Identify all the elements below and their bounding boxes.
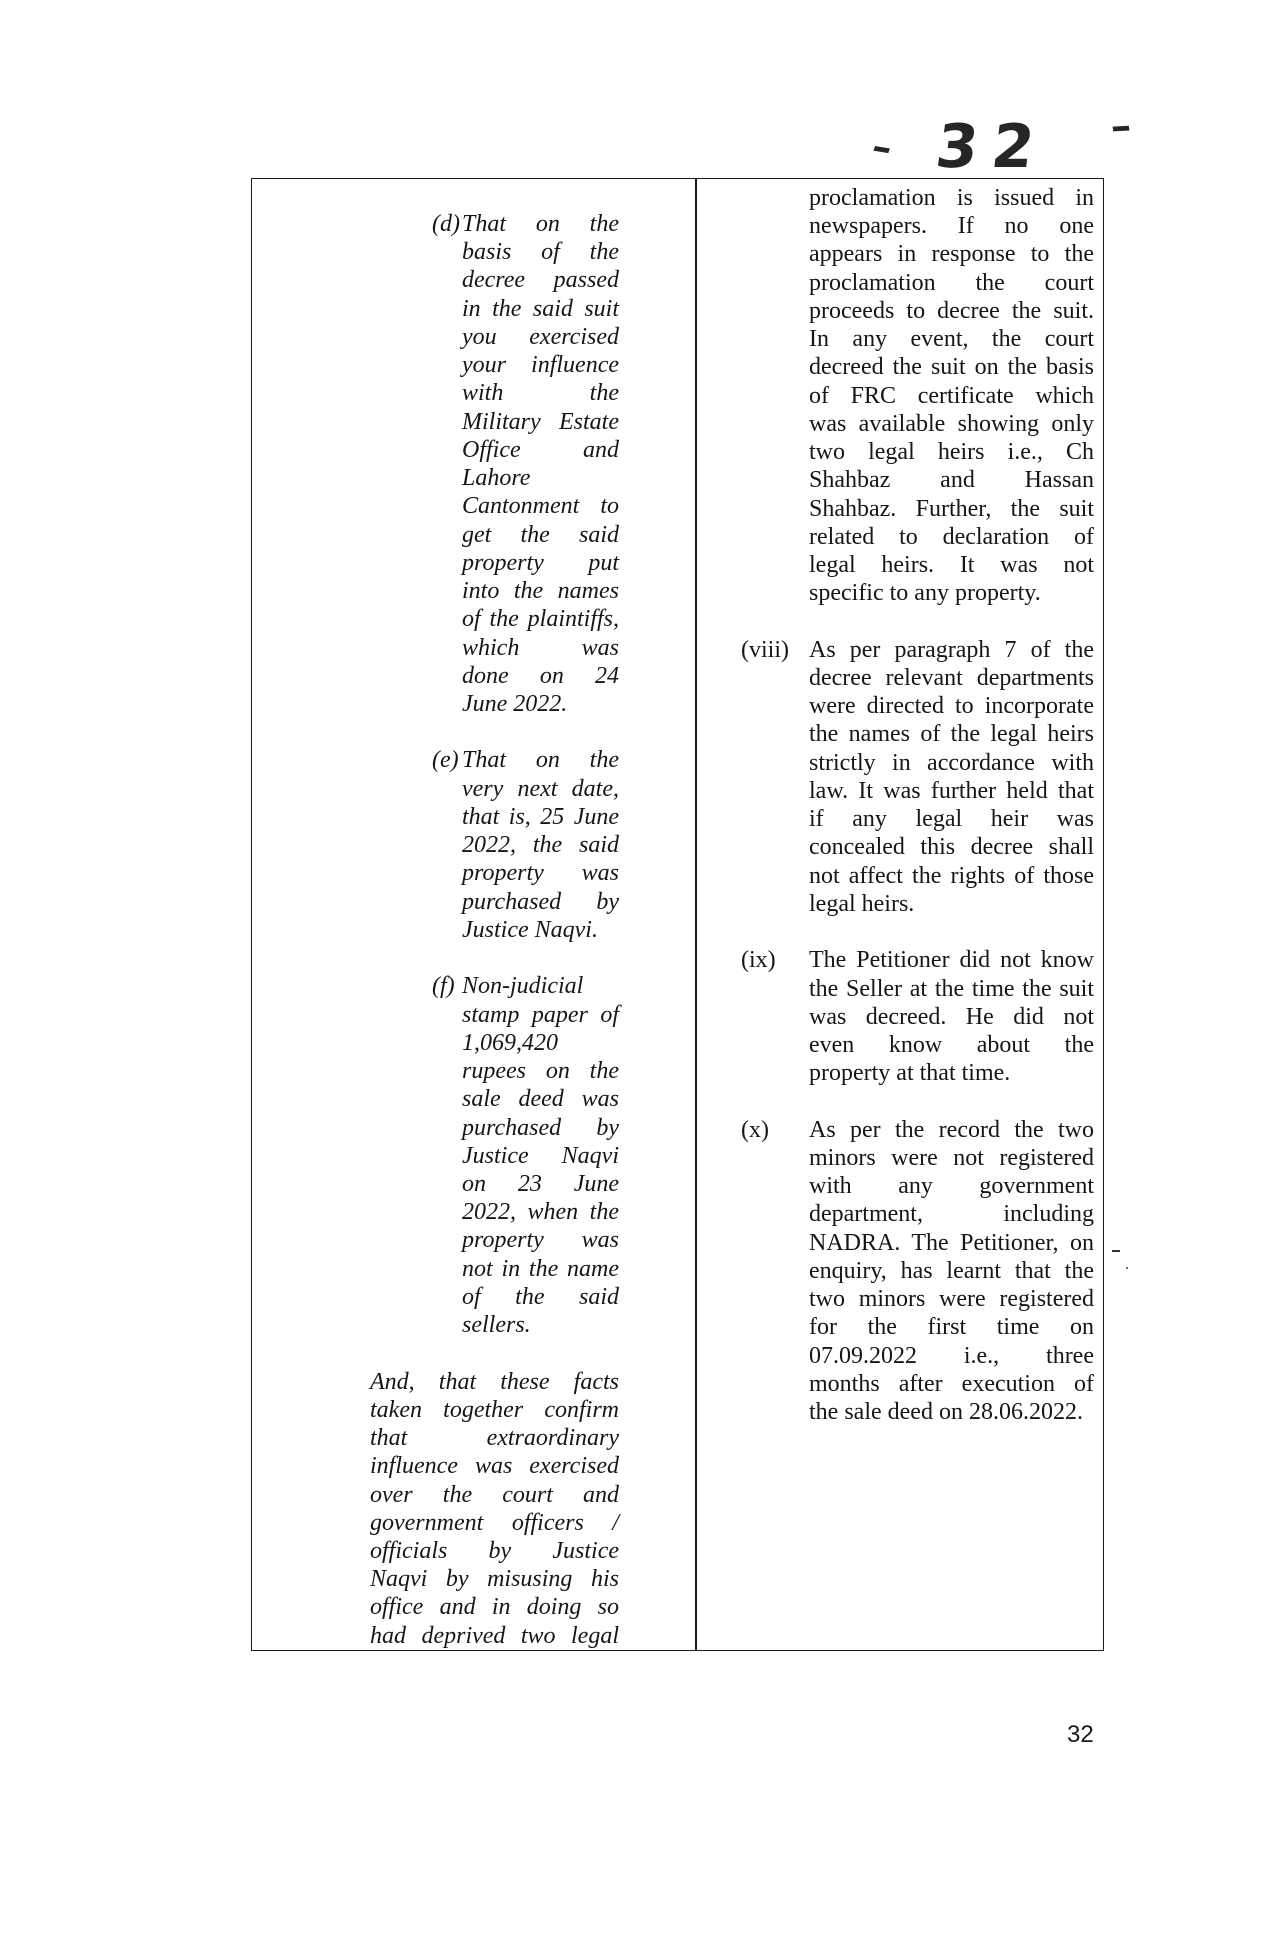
text-line: even know about the	[809, 1032, 1094, 1059]
item-label: (ix)	[741, 947, 776, 974]
pen-mark	[1112, 1250, 1120, 1252]
text-line: purchased by	[462, 888, 619, 915]
text-line: In any event, the court	[809, 326, 1094, 353]
text-line: Military Estate	[462, 408, 619, 435]
clause-text	[462, 746, 619, 944]
text-line: that is, 25 June	[462, 803, 619, 830]
text-line: government officers /	[370, 1509, 619, 1536]
text-line: Cantonment to	[462, 493, 619, 520]
text-line: property at that time.	[809, 1060, 1011, 1087]
text-line: department, including	[809, 1201, 1094, 1228]
item-ix	[741, 946, 1094, 1087]
clause-e	[370, 746, 619, 944]
text-line: get the said	[462, 521, 619, 548]
item-viii	[741, 636, 1094, 918]
text-line: months after execution of	[809, 1370, 1094, 1397]
text-line: was available showing only	[809, 410, 1094, 437]
text-line: Justice Naqvi.	[462, 916, 598, 943]
text-line: property was	[462, 860, 619, 887]
text-line: which was	[462, 634, 619, 661]
conclusion-text	[370, 1368, 619, 1650]
text-line: As per the record the two	[809, 1116, 1094, 1143]
handwritten-left-dash: -	[864, 124, 901, 170]
text-line: officials by Justice	[370, 1538, 619, 1565]
text-line: 1,069,420	[462, 1029, 558, 1056]
text-line: Office and	[462, 436, 619, 463]
text-line: purchased by	[462, 1114, 619, 1141]
text-line: done on 24	[462, 662, 619, 689]
text-line: NADRA. The Petitioner, on	[809, 1229, 1094, 1256]
left-column	[370, 210, 619, 1650]
text-line: Shahbaz and Hassan	[809, 467, 1094, 494]
text-line: June 2022.	[462, 690, 568, 717]
pen-mark	[1126, 1267, 1128, 1269]
text-line: As per paragraph 7 of the	[809, 636, 1094, 663]
text-line: The Petitioner did not know	[809, 947, 1094, 974]
item-label: (x)	[741, 1116, 769, 1143]
text-line: on 23 June	[462, 1170, 619, 1197]
text-line: That on the	[462, 747, 619, 774]
text-line: you exercised	[462, 323, 619, 350]
text-line: of the said	[462, 1283, 619, 1310]
text-line: law. It was further held that	[809, 777, 1094, 804]
conclusion-paragraph	[370, 1368, 619, 1650]
text-line: not in the name	[462, 1255, 619, 1282]
text-line: with the	[462, 380, 619, 407]
text-line: two minors were registered	[809, 1286, 1094, 1313]
text-line: office and in doing so	[370, 1594, 619, 1621]
text-line: proclamation is issued in	[809, 185, 1094, 211]
text-line: specific to any property.	[809, 580, 1041, 607]
text-line: decree relevant departments	[809, 664, 1094, 691]
text-line: the Seller at the time the suit	[809, 975, 1094, 1002]
text-line: that extraordinary	[370, 1425, 619, 1452]
text-line: enquiry, has learnt that the	[809, 1257, 1094, 1284]
continued-text	[809, 184, 1094, 608]
text-line: for the first time on	[809, 1314, 1094, 1341]
item-text	[809, 946, 1094, 1087]
text-line: taken together confirm	[370, 1396, 619, 1423]
text-line: basis of the	[462, 239, 619, 266]
text-line: of the plaintiffs,	[462, 606, 619, 633]
text-line: had deprived two legal	[370, 1622, 619, 1649]
text-line: property put	[462, 549, 619, 576]
text-line: of FRC certificate which	[809, 382, 1094, 409]
text-line: And, that these facts	[370, 1368, 619, 1395]
clause-text	[462, 210, 619, 718]
text-line: property was	[462, 1227, 619, 1254]
clause-label: (e)	[432, 747, 459, 774]
text-line: sale deed was	[462, 1086, 619, 1113]
text-line: Naqvi by misusing his	[370, 1566, 619, 1593]
text-line: was decreed. He did not	[809, 1003, 1094, 1030]
text-line: stamp paper of	[462, 1001, 619, 1028]
text-line: Non-judicial	[462, 973, 584, 1000]
clause-label: (d)	[432, 211, 460, 237]
text-line: strictly in accordance with	[809, 749, 1094, 776]
text-line: That on the	[462, 211, 619, 237]
clause-label: (f)	[432, 973, 455, 1000]
text-line: legal heirs. It was not	[809, 552, 1094, 579]
item-x	[741, 1116, 1094, 1427]
text-line: influence was exercised	[370, 1453, 619, 1480]
item-text	[809, 1116, 1094, 1427]
text-line: minors were not registered	[809, 1144, 1094, 1171]
text-line: 2022, when the	[462, 1199, 619, 1226]
text-line: very next date,	[462, 775, 619, 802]
text-line: newspapers. If no one	[809, 213, 1094, 240]
right-column	[741, 184, 1094, 1426]
text-line: 2022, the said	[462, 832, 619, 859]
page-number: 32	[1067, 1721, 1094, 1748]
text-line: Lahore	[462, 465, 531, 492]
text-line: Justice Naqvi	[462, 1142, 619, 1169]
text-line: concealed this decree shall	[809, 834, 1094, 861]
text-line: if any legal heir was	[809, 806, 1094, 833]
item-text	[809, 636, 1094, 918]
text-line: with any government	[809, 1173, 1094, 1200]
clause-f	[370, 972, 619, 1339]
item-label: (viii)	[741, 636, 789, 663]
continued-paragraph	[741, 184, 1094, 608]
text-line: rupees on the	[462, 1058, 619, 1085]
text-line: proceeds to decree the suit.	[809, 297, 1094, 324]
text-line: the names of the legal heirs	[809, 721, 1094, 748]
text-line: decree passed	[462, 267, 619, 294]
column-divider	[695, 178, 697, 1651]
text-line: in the said suit	[462, 295, 619, 322]
text-line: decreed the suit on the basis	[809, 354, 1094, 381]
text-line: 07.09.2022 i.e., three	[809, 1342, 1094, 1369]
text-line: appears in response to the	[809, 241, 1094, 268]
text-line: sellers.	[462, 1312, 531, 1339]
text-line: not affect the rights of those	[809, 862, 1094, 889]
text-line: related to declaration of	[809, 523, 1094, 550]
text-line: proclamation the court	[809, 269, 1094, 296]
text-line: the sale deed on 28.06.2022.	[809, 1399, 1083, 1426]
text-line: two legal heirs i.e., Ch	[809, 439, 1094, 466]
clause-d	[370, 210, 619, 718]
handwritten-right-dash: -	[1106, 103, 1135, 149]
text-line: into the names	[462, 578, 619, 605]
text-line: Shahbaz. Further, the suit	[809, 495, 1094, 522]
clause-text	[462, 972, 619, 1339]
handwritten-page-number: 32	[932, 112, 1053, 182]
text-line: were directed to incorporate	[809, 693, 1094, 720]
text-line: legal heirs.	[809, 890, 915, 917]
text-line: over the court and	[370, 1481, 619, 1508]
text-line: your influence	[462, 352, 619, 379]
